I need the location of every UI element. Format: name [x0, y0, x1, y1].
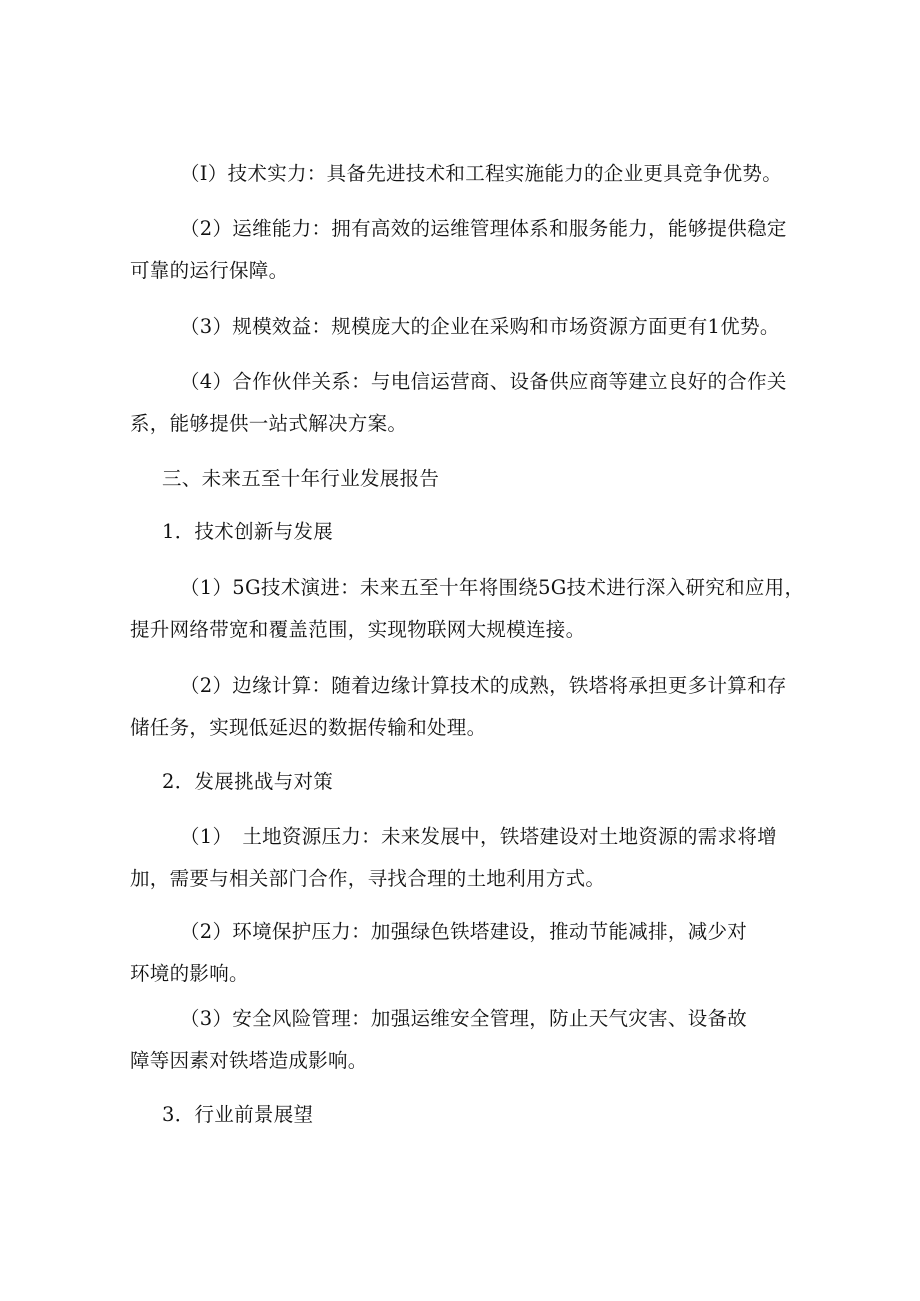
subheading-challenges: 2．发展挑战与对策 [162, 770, 334, 793]
subheading-outlook: 3．行业前景展望 [162, 1103, 314, 1126]
paragraph-tech-strength: （I）技术实力：具备先进技术和工程实施能力的企业更具竞争优势。 [180, 162, 783, 185]
paragraph-env-line2: 环境的影响。 [130, 962, 249, 985]
paragraph-partnership-line2: 系，能够提供一站式解决方案。 [130, 412, 408, 435]
subheading-tech-innovation: 1．技术创新与发展 [162, 520, 334, 543]
paragraph-5g-line1: （1）5G技术演进：未来五至十年将围绕5G技术进行深入研究和应用， [180, 576, 805, 599]
paragraph-land-line2: 加，需要与相关部门合作，寻找合理的土地利用方式。 [130, 867, 606, 890]
paragraph-ops-capability-line2: 可靠的运行保障。 [130, 259, 289, 282]
paragraph-ops-capability-line1: （2）运维能力：拥有高效的运维管理体系和服务能力，能够提供稳定 [180, 217, 787, 240]
paragraph-edge-line2: 储任务，实现低延迟的数据传输和处理。 [130, 716, 487, 739]
paragraph-env-line1: （2）环境保护压力：加强绿色铁塔建设，推动节能减排，减少对 [180, 920, 748, 943]
section-heading-future-report: 三、未来五至十年行业发展报告 [162, 467, 440, 490]
paragraph-safety-line2: 障等因素对铁塔造成影响。 [130, 1049, 368, 1072]
paragraph-safety-line1: （3）安全风险管理：加强运维安全管理，防止天气灾害、设备故 [180, 1007, 748, 1030]
paragraph-land-line1: （1） 土地资源压力：未来发展中，铁塔建设对土地资源的需求将增 [180, 825, 777, 848]
paragraph-edge-line1: （2）边缘计算：随着边缘计算技术的成熟，铁塔将承担更多计算和存 [180, 674, 787, 697]
paragraph-scale-benefit: （3）规模效益：规模庞大的企业在采购和市场资源方面更有1优势。 [180, 315, 780, 338]
paragraph-partnership-line1: （4）合作伙伴关系：与电信运营商、设备供应商等建立良好的合作关 [180, 370, 787, 393]
paragraph-5g-line2: 提升网络带宽和覆盖范围，实现物联网大规模连接。 [130, 618, 586, 641]
